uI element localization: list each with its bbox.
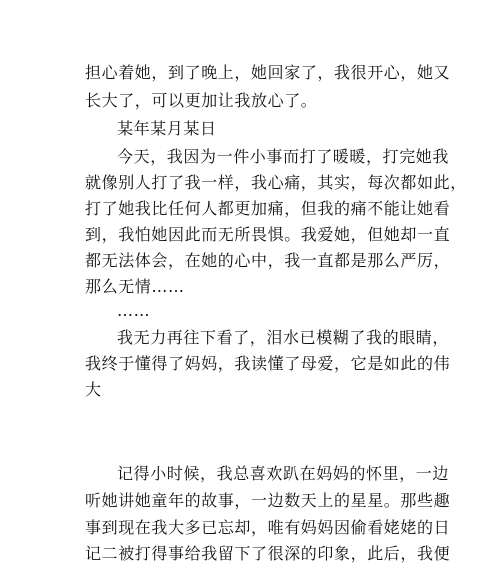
text-line: 听她讲她童年的故事，一边数天上的星星。那些趣 [85,491,451,510]
text-line: 就像别人打了我一样，我心痛，其实，每次都如此， [85,173,467,192]
ellipsis-line: …… [117,301,151,320]
text-line: 那么无情…… [85,277,185,296]
text-line: 都无法体会，在她的心中，我一直都是那么严厉， [85,251,451,270]
text-line: 大 [85,380,102,399]
text-line: 我无力再往下看了，泪水已模糊了我的眼睛， [117,328,450,347]
text-line: 我终于懂得了妈妈，我读懂了母爱，它是如此的伟 [85,354,451,373]
text-line: 记得小时候，我总喜欢趴在妈妈的怀里，一边 [117,464,450,483]
text-line: 长大了，可以更加让我放心了。 [85,91,318,110]
text-line: 担心着她，到了晚上，她回家了，我很开心，她又 [85,63,451,82]
text-line: 到，我怕她因此而无所畏惧。我爱她，但她却一直 [85,225,451,244]
text-line: 打了她我比任何人都更加痛，但我的痛不能让她看 [85,199,451,218]
text-line: 事到现在我大多已忘却，唯有妈妈因偷看姥姥的日 [85,518,451,537]
diary-date-heading: 某年某月某日 [117,119,217,138]
text-line: 今天，我因为一件小事而打了暖暖，打完她我 [117,147,450,166]
text-line: 记二被打得事给我留下了很深的印象，此后，我便 [85,544,451,563]
